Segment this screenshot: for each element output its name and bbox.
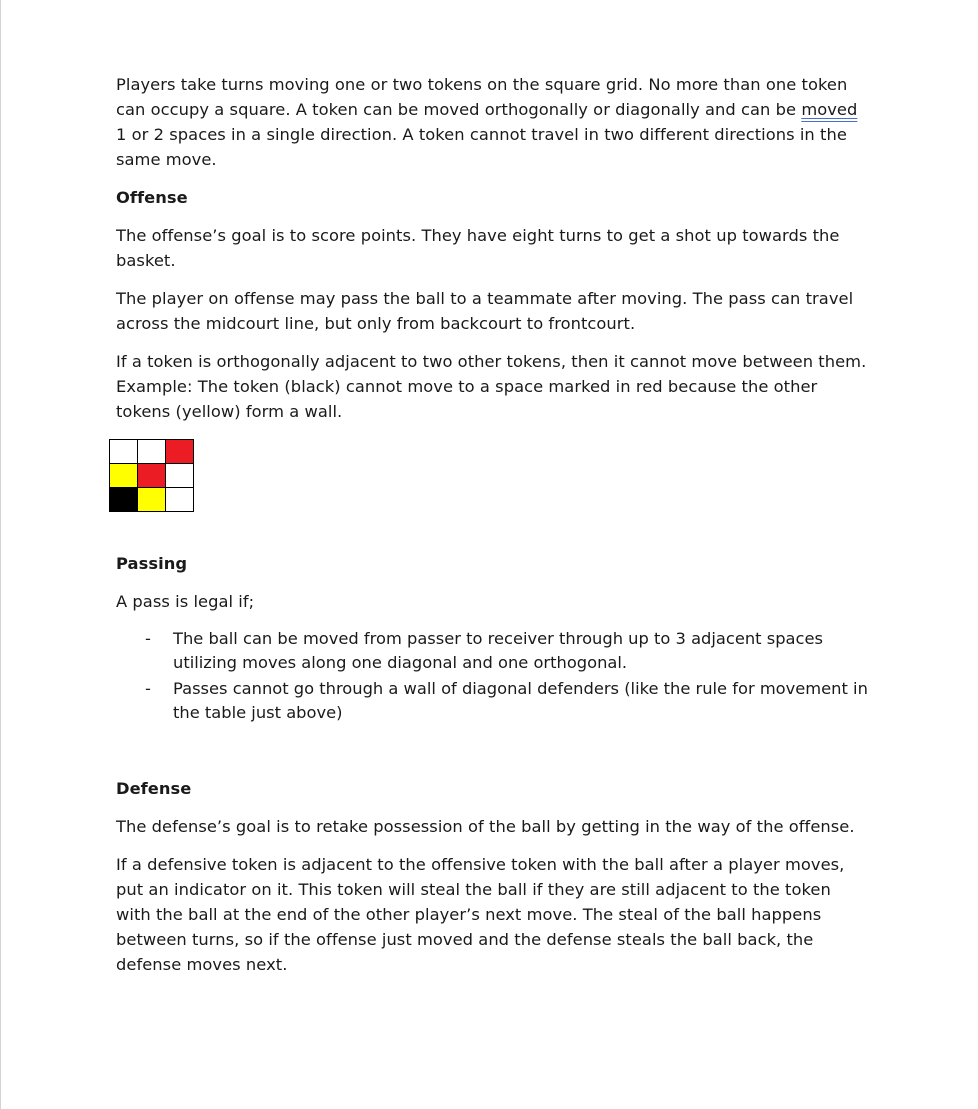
- passing-heading: Passing: [116, 554, 188, 573]
- grid-cell-r3c3: [166, 488, 194, 512]
- list-bullet-dash: -: [145, 679, 151, 698]
- defense-paragraph-goal: The defense’s goal is to retake possession of the ball by getting in the way of the offense.: [116, 817, 855, 836]
- list-item: [116, 677, 868, 725]
- grid-cell-r2c3: [166, 464, 194, 488]
- intro-text-after: 1 or 2 spaces in a single direction. A token cannot travel in two different directions in the same move.: [116, 125, 847, 169]
- intro-paragraph: [116, 72, 868, 172]
- spellcheck-flagged-word[interactable]: moved: [801, 100, 858, 119]
- passing-rules-list: [116, 627, 868, 725]
- grid-cell-r2c1: [110, 464, 138, 488]
- document-page: [116, 72, 868, 977]
- grid-cell-r1c1: [110, 440, 138, 464]
- grid-cell-r2c2: [138, 464, 166, 488]
- grid-cell-r3c2: [138, 488, 166, 512]
- offense-paragraph-wall-rule: If a token is orthogonally adjacent to two other tokens, then it cannot move between them. Example: The token (black) cannot move to a space marked in red because the other tokens (yellow) form a wall.: [116, 352, 867, 421]
- grid-cell-r3c1: [110, 488, 138, 512]
- offense-paragraph-goal: The offense’s goal is to score points. They have eight turns to get a shot up towards the basket.: [116, 226, 840, 270]
- grid-cell-r1c3: [166, 440, 194, 464]
- offense-paragraph-pass: The player on offense may pass the ball to a teammate after moving. The pass can travel across the midcourt line, but only from backcourt to frontcourt.: [116, 289, 854, 333]
- passing-rule-text: Passes cannot go through a wall of diagonal defenders (like the rule for movement in the table just above): [173, 679, 868, 722]
- defense-paragraph-steal-rule: If a defensive token is adjacent to the offensive token with the ball after a player moves, put an indicator on it. This token will steal the ball if they are still adjacent to the token with the ball at the end of the other player’s next move. The steal of the ball happens between turns, so if the offense just moved and the defense steals the ball back, the defense moves next.: [116, 855, 845, 974]
- example-wall-grid: [109, 439, 194, 512]
- intro-text-before: Players take turns moving one or two tokens on the square grid. No more than one token can occupy a square. A token can be moved orthogonally or diagonally and can be: [116, 75, 848, 119]
- passing-rule-text: The ball can be moved from passer to receiver through up to 3 adjacent spaces utilizing moves along one diagonal and one orthogonal.: [173, 629, 823, 672]
- passing-intro: A pass is legal if;: [116, 592, 255, 611]
- offense-heading: Offense: [116, 188, 188, 207]
- list-bullet-dash: -: [145, 629, 151, 648]
- list-item: [116, 627, 868, 675]
- defense-heading: Defense: [116, 779, 192, 798]
- page-left-edge: [0, 0, 1, 1109]
- grid-cell-r1c2: [138, 440, 166, 464]
